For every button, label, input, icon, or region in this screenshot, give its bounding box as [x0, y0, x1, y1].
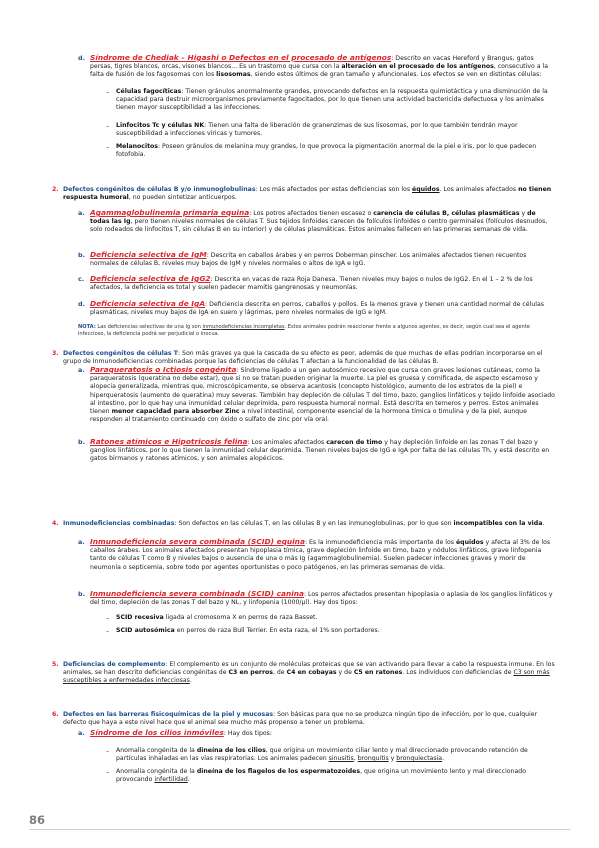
chediak-bullet-linfocitos: Linfocitos Tc y células NK: Tienen una falta de liberación de granenzimas de sus lisosomas, por lo que también tendrán mayor susceptibilidad a infecciones víricas y tumores.	[116, 122, 518, 138]
chediak-bullet-fagociticas: Células fagocíticas: Tienen gránulos anormalmente grandes, provocando defectos en la respuesta quimiotáctica y una disminución de la capacidad para destruir microorganismos previamente fagocitados, por lo que tienen una actividad bactericida defectuosa y los animales tienen mayor susceptibilidad a las infecciones.	[116, 88, 548, 112]
section-number: 4.	[52, 520, 59, 527]
bullet-dash: –	[106, 768, 110, 776]
scid-equina-paragraph: Inmunodeficiencia severa combinada (SCID) equina: Es la inmunodeficiencia más importante de los équidos y afecta al 3% de los caballos árabes. Los animales afectados presentan hipoplasia tímica, grave depleción linfoide en timo, bazo y nódulos linfáticos, grave linfopenia tanto de células T como B y niveles bajos o ausencia de una o más Ig (agammaglobulinemia). Suelen padecer infecciones graves y morir de neumonía o septicemia, sobre todo por agentes oportunistas o poco patógenos, en las primeras semanas de vida.	[90, 537, 551, 571]
ratones-atimicos-title: Ratones atímicos e Hipotricosis felina	[90, 437, 248, 446]
item-label: d.	[78, 300, 86, 308]
section-2-title: Defectos congénitos de células B y/o inmunoglobulinas	[63, 186, 256, 193]
chediak-title: Síndrome de Chediak – Higashi o Defectos en el procesado de antígenos	[90, 53, 392, 62]
section-2-intro: Defectos congénitos de células B y/o inmunoglobulinas: Los más afectados por estas deficiencias son los équidos. Los animales afectados no tienen respuesta humoral, no pueden sintetizar anticuerpos.	[63, 186, 552, 202]
ratones-atimicos-paragraph: Ratones atímicos e Hipotricosis felina: Los animales afectados carecen de timo y hay depleción linfoide en las zonas T del bazo y ganglios linfáticos, por lo que tienen la inmunidad celular deprimida. Tienen niveles bajos de IgG e IgA por falta de las células Th, y está descrito en gatos birmanos y ratones atímicos, y son animales alopécicos.	[90, 437, 550, 463]
igm-paragraph: Deficiencia selectiva de IgM: Descrita en caballos árabes y en perros Doberman pinscher. Los animales afectados tienen recuentos normales de células B, niveles muy bajos de IgM y niveles normales o altos de IgA e IgG.	[90, 250, 527, 268]
section-number: 3.	[52, 350, 59, 357]
section-5-title: Deficiencias de complemento	[63, 661, 166, 668]
section-3-title: Defectos congénitos de células T	[63, 350, 178, 357]
chediak-bullet-melanocitos: Melanocitos: Poseen gránulos de melanina muy grandes, lo que provoca la pigmentación anormal de la piel e iris, por lo que padecen fotofobia.	[116, 143, 537, 159]
agammaglobulinemia-paragraph: Agammaglobulinemia primaria equina: Los potros afectados tienen escasez o carencia de células B, células plasmáticas y de todas las Ig, pero tienen niveles normales de células T. Sus tejidos linfoides carecen de folículos linfoides o centro germinales (folículos desnudos, solo rodeados de linfocitos T, sin células B en su interior) y de células plasmáticas. Estos animales fallecen en las primeras semanas de vida.	[90, 208, 548, 234]
bullet-dash: –	[106, 627, 110, 635]
page-number: 86	[29, 813, 46, 827]
item-label: b.	[78, 251, 86, 259]
section-6-intro: Defectos en las barreras fisicoquímicas de la piel y mucosas: Son básicas para que no se produzca ningún tipo de infección, por lo que, cualquier defecto que haya a este nivel hace que el animal sea mucho más propenso a tener un problema.	[63, 711, 538, 727]
note-paragraph: NOTA: Las deficiencias selectivas de una Ig son inmunodeficiencias incompletas. Estos animales podrán reaccionar frente a algunos agentes, es decir, según cual sea el agente infeccioso, la deficiencia podrá ser perjudicial o inocua.	[78, 324, 530, 337]
iga-title: Deficiencia selectiva de IgA	[90, 299, 206, 308]
agammaglobulinemia-title: Agammaglobulinemia primaria equina	[90, 208, 250, 217]
igg2-title: Deficiencia selectiva de IgG2	[90, 274, 211, 283]
item-label: b.	[78, 590, 86, 598]
igm-title: Deficiencia selectiva de IgM	[90, 250, 207, 259]
iga-paragraph: Deficiencia selectiva de IgA: Deficiencia descrita en perros, caballos y pollos. Es la menos grave y tienen una cantidad normal de células plasmáticas, niveles muy bajos de IgA en suero y lágrimas, pero niveles normales de IgG e IgM.	[90, 299, 544, 317]
igg2-paragraph: Deficiencia selectiva de IgG2: Descrita en vacas de raza Roja Danesa. Tienen niveles muy bajos o nulos de IgG2. En el 1 – 2 % de los afectados, la deficiencia es total y suelen padecer mamitis gangrenosas y neumonías.	[90, 274, 533, 292]
cilios-inmoviles-paragraph: Síndrome de los cilios inmóviles: Hay dos tipos:	[90, 728, 272, 737]
scid-canina-paragraph: Inmunodeficiencia severa combinada (SCID) canina: Los perros afectados presentan hipoplasia o aplasia de los ganglios linfáticos y del timo, depleción de las zonas T del bazo y NL, y linfopenia (1000/µl). Hay dos tipos:	[90, 589, 553, 607]
bullet-dash: –	[106, 88, 110, 96]
section-4-intro: Inmunodeficiencias combinadas: Son defectos en las células T, en las células B y en las inmunoglobulinas, por lo que son incompatibles con la vida.	[63, 520, 545, 527]
item-label: d.	[78, 54, 86, 62]
bullet-dash: –	[106, 143, 110, 151]
section-6-title: Defectos en las barreras fisicoquímicas de la piel y mucosas	[63, 711, 274, 718]
section-number: 5.	[52, 661, 59, 668]
item-label: a.	[78, 366, 85, 374]
paraqueratosis-paragraph: Paraqueratosis o Ictiosis congénita: Síndrome ligado a un gen autosómico recesivo que cursa con graves lesiones cutáneas, como la paraqueratosis (queratina no debe estar), que si no se tratan pueden originar la muerte. La piel es gruesa y cornificada, de aspecto escamoso y alopecia generalizada, mientras que, microscópicamente, se observa acantosis (concepto histológico, aumento de los estratos de la piel) e hiperqueratosis (aumento de queratina) muy severas. También hay depleción de células T del timo, bazo, ganglios linfáticos y tejido linfoide asociado al intestino, por lo que hay una inmunidad celular deprimida, pero respuesta humoral normal. Está descrita en terneros y perros. Estos animales tienen menor capacidad para absorber Zinc a nivel intestinal, componente esencial de la hormona tímica o timulina y de la piel, aunque responden al tratamiento continuado con óxido o sulfato de zinc por vía oral.	[90, 365, 555, 424]
paraqueratosis-title: Paraqueratosis o Ictiosis congénita	[90, 365, 237, 374]
footer-divider	[29, 829, 570, 830]
item-label: c.	[78, 275, 85, 283]
section-number: 2.	[52, 186, 59, 193]
item-label: b.	[78, 438, 86, 446]
bullet-dash: –	[106, 614, 110, 622]
bullet-dash: –	[106, 122, 110, 130]
item-label: a.	[78, 729, 85, 737]
scid-autosomica-item: SCID autosómica en perros de raza Bull Terrier. En esta raza, el 1% son portadores.	[116, 627, 380, 634]
section-4-title: Inmunodeficiencias combinadas	[63, 520, 175, 527]
bullet-dash: –	[106, 747, 110, 755]
chediak-paragraph: Síndrome de Chediak – Higashi o Defectos en el procesado de antígenos: Descrito en vacas Hereford y Brangus, gatos persas, tigres blancos, orcas, visones blancos... Es un trastorno que cursa con la alteración en el procesado de los antígenos, consecutivo a la falta de fusión de los fagosomas con los lisosomas, siendo estos últimos de gran tamaño y afuncionales. Los efectos se ven en distintas células:	[90, 53, 549, 79]
section-3-intro: Defectos congénitos de células T: Son más graves ya que la cascada de su efecto es peor, además de que muchas de ellas podrían incorporarse en el grupo de Inmunodeficiencias combinadas porque las deficiencias de células T afectan a la funcionalidad de las células B.	[63, 350, 543, 366]
section-number: 6.	[52, 711, 59, 718]
dineina-flagelos-item: Anomalía congénita de la dineína de los flagelos de los espermatozoides, que origina un movimiento lento y mal direccionado provocando infertilidad.	[116, 768, 527, 784]
section-5-paragraph: Deficiencias de complemento: El complemento es un conjunto de moléculas proteicas que se van activando para llevar a cabo la respuesta inmune. En los animales, se han descrito deficiencias congénitas de C3 en perros, de C4 en cobayas y de C5 en ratones. Los individuos con deficiencias de C3 son más susceptibles a enfermedades infecciosas.	[63, 661, 555, 685]
scid-canina-title: Inmunodeficiencia severa combinada (SCID) canina	[90, 589, 304, 598]
item-label: a.	[78, 538, 85, 546]
item-label: a.	[78, 209, 85, 217]
cilios-inmoviles-title: Síndrome de los cilios inmóviles	[90, 728, 224, 737]
scid-equina-title: Inmunodeficiencia severa combinada (SCID) equina	[90, 537, 305, 546]
dineina-cilios-item: Anomalía congénita de la dineína de los cilios, que origina un movimiento ciliar lento y mal direccionado provocando retención de partículas inhaladas en las vías respiratorias. Los animales padecen sinusitis, bronquitis y bronquiectasia.	[116, 747, 528, 763]
scid-recesiva-item: SCID recesiva ligada al cromosoma X en perros de raza Basset.	[116, 614, 318, 621]
